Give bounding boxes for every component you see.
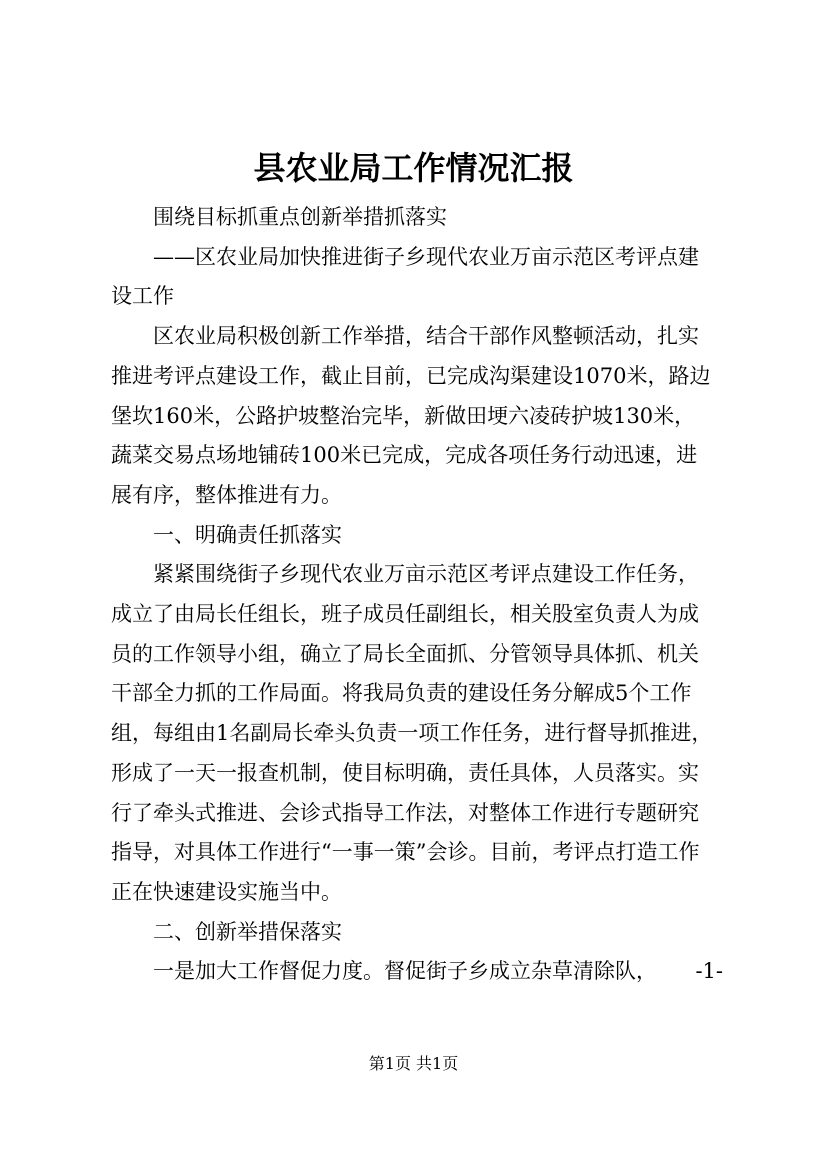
document-title: 县农业局工作情况汇报 [253, 149, 574, 187]
subtitle-secondary: ——区农业局加快推进街子乡现代农业万亩示范区考评点建设工作 [111, 244, 699, 309]
document-body [111, 198, 723, 992]
page-footer: 第1页 共1页 [368, 1054, 459, 1073]
body-paragraph: 区农业局积极创新工作举措，结合干部作风整顿活动，扎实推进考评点建设工作，截止目前，已完成沟渠建设1070米，路边堡坎160米，公路护坡整治完毕，新做田埂六凌砖护坡130米，蔬菜交易点场地铺砖100米已完成，完成各项任务行动迅速，进展有序，整体推进有力。 [111, 324, 711, 507]
subtitle-line: 围绕目标抓重点创新举措抓落实 [153, 205, 447, 229]
body-paragraph-last: 一是加大工作督促力度。督促街子乡成立杂草清除队， [153, 959, 657, 984]
section-heading: 二、创新举措保落实 [153, 919, 342, 944]
body-paragraph: 紧紧围绕街子乡现代农业万亩示范区考评点建设工作任务，成立了由局长任组长，班子成员任副组长，相关股室负责人为成员的工作领导小组，确立了局长全面抓、分管领导具体抓、机关干部全力抓的工作局面。将我局负责的建设任务分解成5个工作组，每组由1名副局长牵头负责一项工作任务，进行督导抓推进，形成了一天一报查机制，使目标明确，责任具体，人员落实。实行了牵头式推进、会诊式指导工作法，对整体工作进行专题研究指导，对具体工作进行“一事一策”会诊。目前，考评点打造工作正在快速建设实施当中。 [111, 562, 713, 904]
section-heading: 一、明确责任抓落实 [153, 522, 342, 547]
inline-page-marker: -1- [695, 959, 723, 984]
